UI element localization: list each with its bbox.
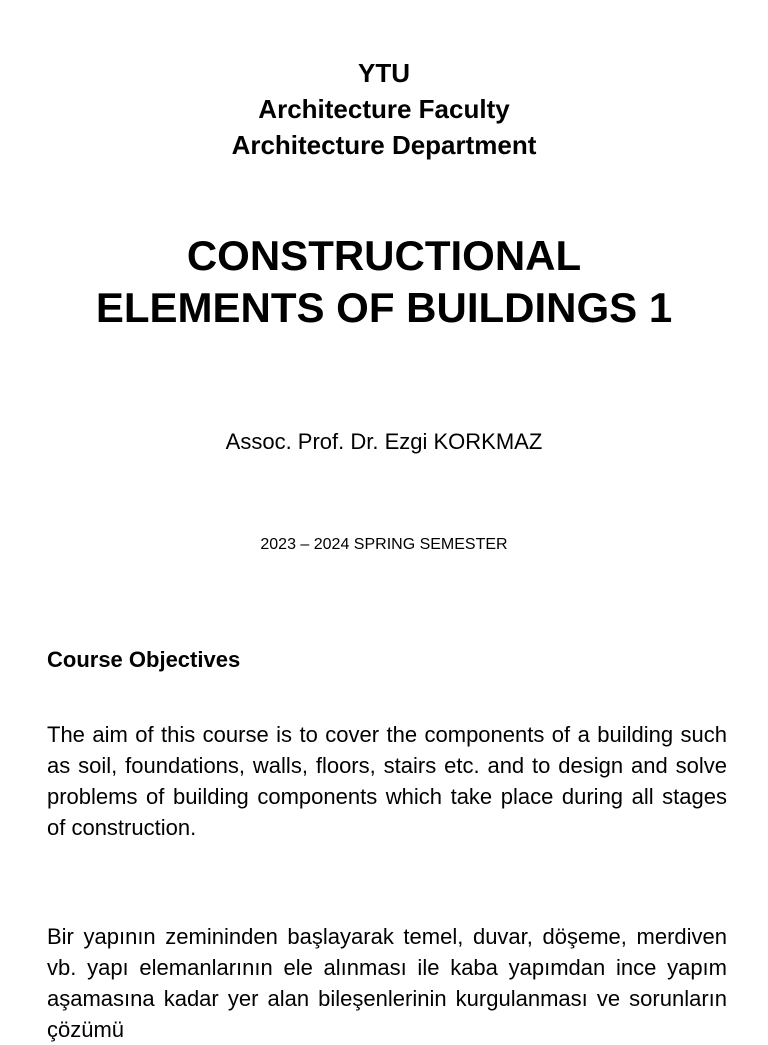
course-title-line-2: ELEMENTS OF BUILDINGS 1 [95,284,673,331]
instructor-name: Assoc. Prof. Dr. Ezgi KORKMAZ [225,429,543,454]
department-name: Architecture Department [231,130,537,160]
university-name: YTU [358,58,410,88]
section-heading-course-objectives: Course Objectives [47,647,241,672]
objectives-paragraph-turkish: Bir yapının zemininden başlayarak temel, duvar, döşeme, merdiven vb. yapı elemanlarının ele alınması ile kaba yapımdan ince yapım aşamasına kadar yer alan bileşenlerinin kurgulanması ve sorunların çözümü [47,924,727,1042]
course-title [0,230,768,334]
semester-label: 2023 – 2024 SPRING SEMESTER [260,536,508,553]
objectives-paragraph-english: The aim of this course is to cover the components of a building such as soil, foundations, walls, floors, stairs etc. and to design and solve problems of building components which take place during all stages of construction. [47,722,727,840]
institution-header [0,55,768,163]
faculty-name: Architecture Faculty [258,94,510,124]
course-title-line-1: CONSTRUCTIONAL [186,232,582,279]
